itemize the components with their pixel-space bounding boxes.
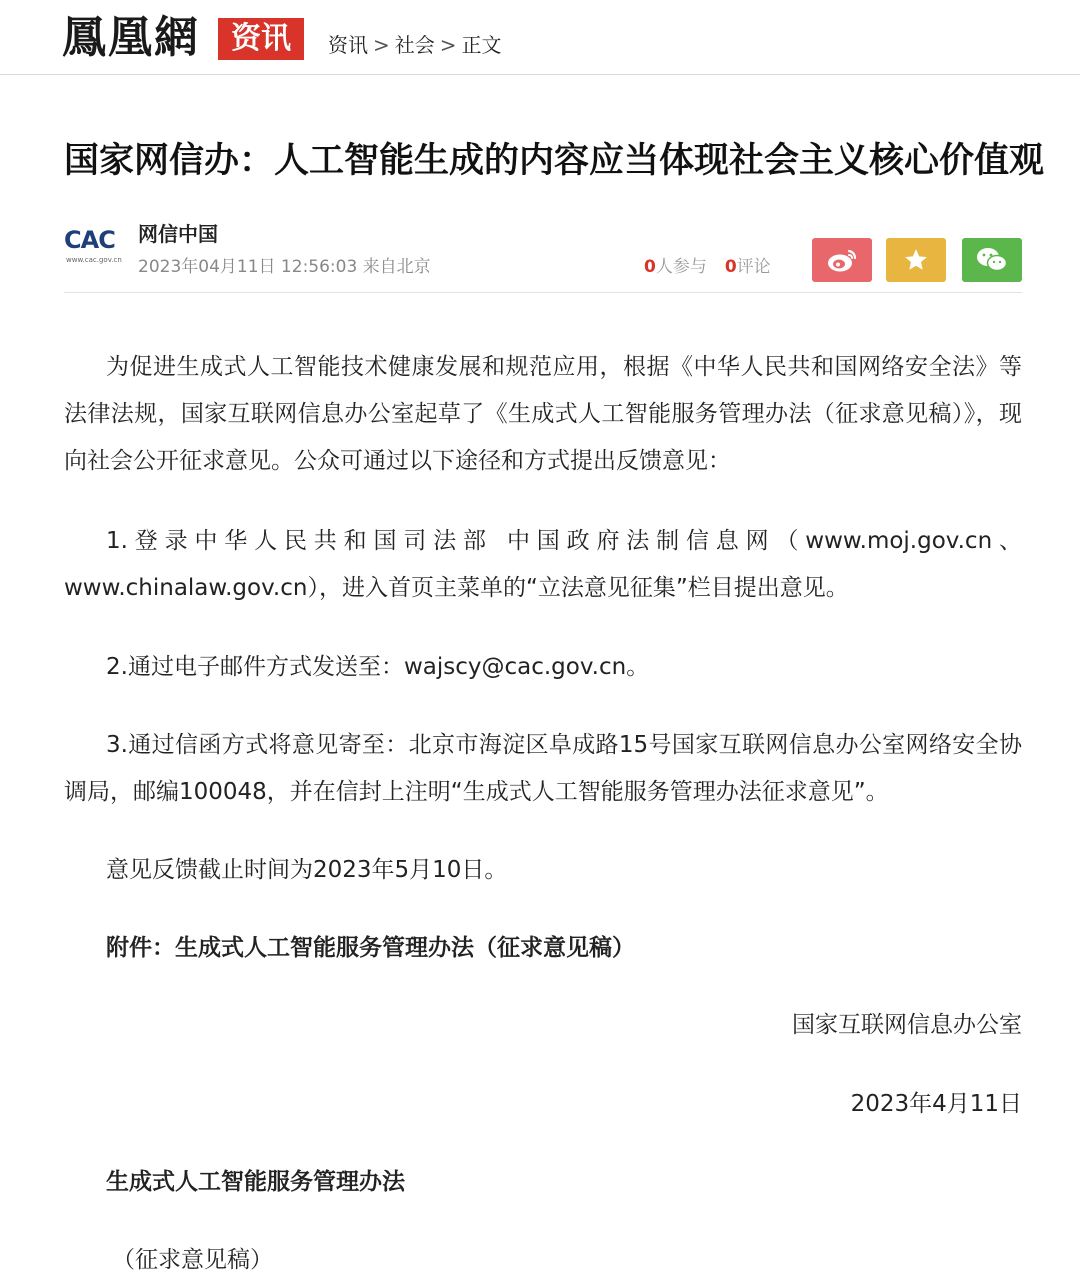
breadcrumb — [328, 32, 502, 58]
breadcrumb-item-article: 正文 — [461, 33, 502, 57]
article-title: 国家网信办：人工智能生成的内容应当体现社会主义核心价值观 — [64, 141, 1045, 181]
share-wechat-button[interactable] — [962, 238, 1022, 282]
section-badge[interactable]: 资讯 — [218, 18, 304, 60]
ifeng-logo[interactable]: 鳳凰網 — [62, 12, 200, 63]
body-paragraph-method-3: 3.通过信函方式将意见寄至：北京市海淀区阜成路15号国家互联网信息办公室网络安全协调局，邮编100048，并在信封上注明“生成式人工智能服务管理办法征求意见”。 — [64, 732, 1022, 805]
body-paragraph-method-1: 1.登录中华人民共和国司法部 中国政府法制信息网（www.moj.gov.cn、www.chinalaw.gov.cn），进入首页主菜单的“立法意见征集”栏目提出意见。 — [64, 528, 1022, 601]
engagement-counts — [644, 252, 771, 277]
star-icon — [903, 247, 929, 273]
weibo-icon — [825, 246, 859, 274]
breadcrumb-separator: > — [373, 33, 390, 57]
signature-date: 2023年4月11日 — [850, 1091, 1022, 1117]
breadcrumb-separator: > — [439, 33, 457, 57]
participants-label[interactable]: 人参与 — [655, 257, 707, 277]
site-header — [0, 0, 1080, 75]
cac-logo[interactable] — [64, 226, 124, 266]
body-paragraph-intro: 为促进生成式人工智能技术健康发展和规范应用，根据《中华人民共和国网络安全法》等法律法规，国家互联网信息办公室起草了《生成式人工智能服务管理办法（征求意见稿）》，现向社会公开征求意见。公众可通过以下途径和方式提出反馈意见： — [64, 354, 1022, 474]
breadcrumb-item-society[interactable]: 社会 — [394, 33, 435, 57]
publish-time: 2023年04月11日 12:56:03 来自北京 — [138, 257, 431, 277]
doc-subtitle: （征求意见稿） — [112, 1247, 273, 1273]
attachment-line: 附件：生成式人工智能服务管理办法（征求意见稿） — [106, 935, 635, 961]
signature-org: 国家互联网信息办公室 — [792, 1012, 1022, 1038]
wechat-icon — [975, 246, 1009, 274]
favorite-button[interactable] — [886, 238, 946, 282]
share-weibo-button[interactable] — [812, 238, 872, 282]
source-name[interactable]: 网信中国 — [138, 222, 218, 246]
cac-logo-url: www.cac.gov.cn — [66, 256, 122, 264]
participants-count: 0 — [644, 257, 656, 277]
article-meta — [64, 212, 1022, 293]
doc-title: 生成式人工智能服务管理办法 — [106, 1169, 405, 1195]
comments-label[interactable]: 评论 — [736, 257, 771, 277]
comments-count: 0 — [724, 257, 737, 277]
body-paragraph-deadline: 意见反馈截止时间为2023年5月10日。 — [106, 857, 508, 883]
breadcrumb-item-news[interactable]: 资讯 — [328, 33, 368, 57]
cac-logo-text: CAC — [64, 226, 115, 254]
body-paragraph-method-2: 2.通过电子邮件方式发送至：wajscy@cac.gov.cn。 — [106, 654, 650, 680]
